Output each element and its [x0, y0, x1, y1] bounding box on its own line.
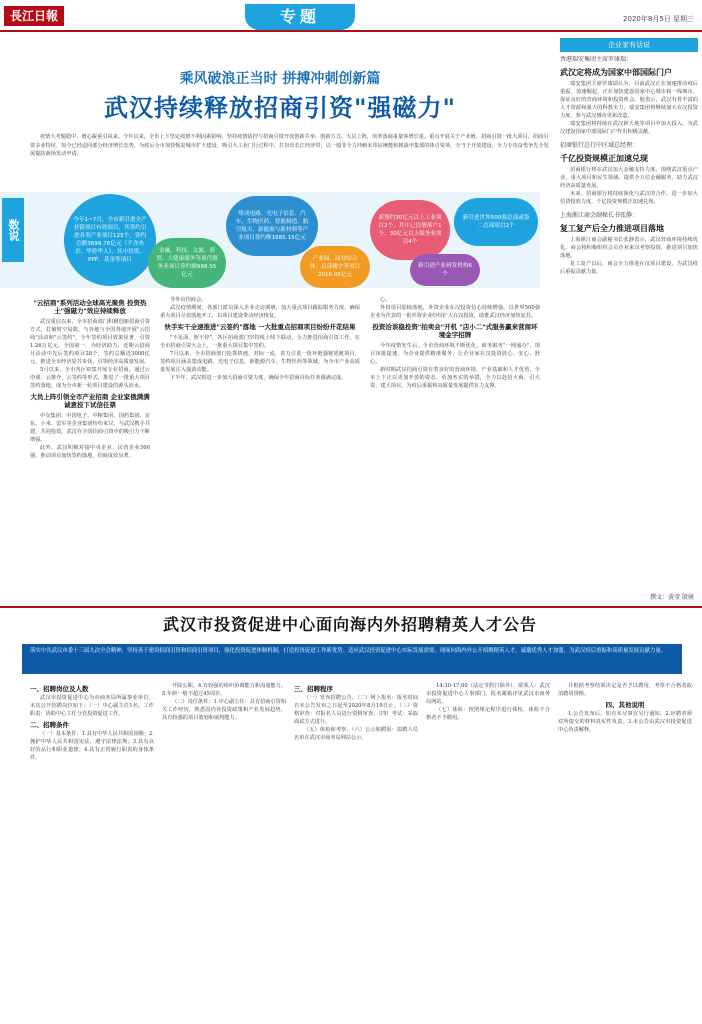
paragraph: 瑞安集团主席罗康瑞认为，目前武汉正在加速推动疫后重振，加速崛起，正在加快建设国家中心城市和一线城市，保证良好的营商环境和投资机会。他表示，武汉有着丰富的人才资源和强大的科教实力，瑞安集团将继续加大在汉投资力度，参与武汉城市更新改造。 [560, 81, 698, 119]
paragraph: 招商银行将在武汉加大金融支持力度，围绕武汉重点产业、重大项目和民生领域，提供全方位金融服务，助力武汉经济高质量发展。 [560, 167, 698, 189]
paragraph: （五）体检和考察。（六）公示和聘用：拟聘人员名单在武汉市商务局网站公示。 [294, 727, 418, 741]
paragraph: 今年疫情发生后，全市营商环境不断优化，政务服务"一网通办"、项目审批提速，为企业提供精准服务，让企业家在汉投资放心、安心、舒心。 [370, 343, 540, 365]
stat-bubble-major-projects: 新签约30亿元以上工业项目2个，其中已注册落户1个，30亿元以上服务业项目4个 [370, 200, 450, 260]
paragraph: 下半年，武汉将进一步加大招商引资力度，确保全年招商目标任务圆满完成。 [170, 375, 347, 381]
headline-kicker: 乘风破浪正当时 拼搏冲刺创新篇 [179, 71, 381, 87]
paragraph: 心。 [380, 297, 391, 303]
quote-title: 复工复产后全力推进项目落地 [560, 224, 664, 233]
article-column-3 [370, 296, 540, 602]
subheading: "云招商"系列活动全球高光聚焦 投资热土"强磁力"效应持续释放 [33, 299, 147, 315]
lead-paragraph: 疫情大考题稳中，增心凝重引凤来。今年以来，全市上下坚定疫情不利因素影响，坚持疫情防控与招商引资开放创新并举，创新方式、大员上阵，突率落商重量客增长重。重点开展关于产业链、招商引资一批大项目，招商引资多业特征，如今已经迫回部分经济增长态势，为疫后全市加快恢复城市扩大建设、吸引大工业门行过程中，打扮出长江经济带，以一般非全力冲刺未印证统能和挑战申集部的体引资项，全当于开放建设，全力专攻奋勇争先全发展提防新扬发动申请。 [30, 134, 549, 157]
paragraph: 开除公职。4.有较强的组织协调能力和沟通能力。5.年龄一般不超过45周岁。 [162, 683, 286, 697]
recruit-column-5 [558, 682, 692, 1018]
section-heading: 一、招聘岗位及人数 [30, 685, 89, 693]
stat-bubble-parks: 产业园、商业综合体、总部楼宇等项目2016.06亿元 [300, 246, 370, 288]
paragraph: （一）发布招聘公告。（二）网上报名：报名时间自本公告发布之日起至2020年8月19日止。（三）资格审查：对报名人员进行资格审查。（四）考试：采取面试方式进行。 [294, 695, 418, 725]
byline: 撰文：黄莹 殷骏 [650, 594, 694, 601]
paragraph: 武汉重启以来，全市招商部门积极创新招商引资方式，打破时空局限，与外地与全国各地开展"云招商"活动和"云签约"，全年签约项目效果显著，引资1.26万亿元，全国第一，为经济助力，近期云招商月活动中先后签约项目28个，签约总额近3000亿元，推进全市经济复苏步伐，引领经济高质量发展。 [30, 319, 150, 365]
paragraph: 武汉疫情期间，各部门派员深入企业走访调研，加大重点项目跟踪服务力度，确保重大项目尽快落地开工，以项目建设带动经济恢复。 [160, 305, 360, 319]
recruit-column-3 [294, 682, 418, 1018]
paragraph: （一）基本条件：1.具有中华人民共和国国籍；2.拥护中华人民共和国宪法，遵守法律法规；3.具有良好的品行和职业道德；4.具有正常履行职责的身体条件。 [30, 731, 154, 761]
paragraph: （七）体检：按照规定程序进行体检，体检不合格者不予聘用。 [426, 707, 550, 721]
stat-bubble-rnd: 新引进产业研发机构6个 [410, 254, 480, 286]
paragraph: 中交集团、中国电子、中粮集团、国药集团、京东、小米、雷军等企业集团纷纷来汉，与武汉携手共建，共同投资，武汉在全国招商引资中的吸引力不断增强。 [30, 413, 150, 443]
data-infographic [0, 192, 540, 288]
data-tag: 数说 [2, 198, 24, 262]
sidebar-header: 企业家有话说 [560, 38, 698, 52]
paragraph: 外资项目陆续落地，外资企业在汉投资信心持续增强。以世界500强企业为代表的一批外资企业纷纷扩大在汉投资，助推武汉经济加快复苏。 [370, 305, 540, 319]
subheading: 投资洽谈稳投资"拍卖会"开机 "店小二"式服务赢来营商环境金字招牌 [372, 323, 538, 339]
paragraph: 14:30-17:00（法定节假日除外）。联系人：武汉市投资促进中心人事部门。报名邮箱详见武汉市商务局网站。 [426, 683, 550, 705]
section-tab: 专题 [245, 4, 355, 30]
paragraph: 导外出招商会。 [170, 297, 207, 303]
speaker-label: 招商银行总行中区域总经理： [560, 142, 639, 149]
quote-title: 武汉定将成为国家中部国际门户 [560, 68, 672, 77]
paragraph: 瑞安集团将持续在武汉新天地等项目中加大投入，为武汉建设国家中部国际门户作出积极贡献。 [560, 121, 698, 135]
paragraph: 1.公告发布后，如有未尽事宜另行通知。2.应聘者须对所提交的材料真实性负责。3.本公告由武汉市投资促进中心负责解释。 [558, 711, 692, 733]
stat-bubble-total: 今年1~7月，全市新引进全产业链项目有效项目，其签约引进各类产业项目125个，签约总额3699.76亿元（不含央企、华侨华人），其中投资、PPP、基金等项目 [64, 194, 156, 286]
article-column-2 [160, 296, 360, 602]
paragraph: 上海浙江商会副秘书长张静表示，武汉营商环境持续优化，商会将积极组织会员企业来汉考察投资，推进项目加快落地。 [560, 237, 698, 259]
page-headline: 武汉持续释放招商引资"强磁力" [103, 94, 456, 122]
masthead [0, 0, 702, 32]
quote-title: 千亿投资规模正加速兑现 [560, 154, 648, 163]
subheading: 快手实干全速推进"云签约"落地 一大批重点招商项目纷纷开花结果 [164, 323, 356, 331]
paragraph: "不见面，照不停"，各区招商部门坚持线上线下联动，全力推进招商引资工作。在全市招商引资大会上，一批重大项目集中签约。 [160, 335, 360, 349]
section-heading: 四、其他说明 [605, 701, 645, 709]
speaker-label: 上海浙江商会副秘长书张静： [560, 212, 639, 219]
paragraph: 并根据考察结果决定是否予以聘用，考察不合格者取消聘用资格。 [558, 683, 692, 697]
sidebar-column [560, 56, 698, 590]
article-column-1 [30, 296, 150, 602]
paragraph: 此外，武汉积极对接中央企业、民营企业500强，推动项目加快签约落地，招商成效显著。 [30, 445, 150, 459]
section-heading: 三、招聘程序 [294, 685, 333, 693]
subheading: 大员上阵引领全市产业招商 企业家俄满满诚意投下试信任票 [30, 393, 150, 409]
section-heading: 二、招聘条件 [30, 721, 69, 729]
recruitment-intro: 落实中共武汉市委十三届九次全会精神，坚持善于建设招商引资和招商引资项目，强化投资促进体制机制，打造投资促进工作新优势。适应武汉投资促进中心实际发展需要，现面向海内外公开招聘精英人才，诚邀优秀人才加盟，为武汉疫后重振和高质量发展贡献力量。 [22, 644, 682, 674]
paragraph: 武汉市投资促进中心为市商务局所属事业单位，本次公开招聘岗位如下：（一）中心副主任1名。工作职责：协助中心主任分管投资促进工作。 [30, 695, 154, 717]
speaker-label: 香港瑞安集团主席罗康瑞： [560, 56, 633, 63]
newspaper-logo: 長江日報 [4, 6, 64, 26]
recruitment-title: 武汉市投资促进中心面向海内外招聘精英人才公告 [162, 615, 537, 634]
stat-bubble-services: 金融、科技、文旅、商贸、大健康服务等现代服务业项目签约额998.55亿元 [148, 238, 226, 288]
recruit-column-2 [162, 682, 286, 1018]
paragraph: 复工复产以后，商会全力推进在汉项目建设，为武汉疫后重振贡献力量。 [560, 261, 698, 275]
paragraph: 未来，招商银行将持续深化与武汉的合作，进一步加大信贷投放力度，千亿投资规模正加速兑现。 [560, 191, 698, 205]
paragraph: （二）岗位条件：1.中心副主任：具有招商引资相关工作经历，熟悉国内外投资政策和产业发展趋势，具有较强的项目策划和谈判能力。 [162, 699, 286, 721]
recruit-column-4 [426, 682, 550, 1018]
stat-bubble-industry: 集成电路、光电子信息、汽车、生物医药、智能制造、航空航天、新能源与新材料等产业项目签约额1685.15亿元 [226, 196, 318, 256]
recruit-column-1 [30, 682, 154, 1018]
issue-date: 2020年8月5日 星期三 [623, 15, 694, 23]
paragraph: 7月以来，全市招商部门抢抓机遇，对标一流，着力引进一批补链强链延链项目，签约项目涵盖集成电路、光电子信息、新能源汽车、生物医药等领域，为全市产业高质量发展注入强劲动能。 [160, 351, 360, 373]
section-divider [0, 606, 702, 608]
paragraph: 新时期武汉招商引资有着良好的营商环境、产业基础和人才优势，全市上下正以更加开放的姿态、更加务实的举措，全力以赴招大商、引大资、建大项目，为疫后重振和高质量发展提供有力支撑。 [370, 367, 540, 389]
paragraph: 5月以来，全市各区密集开展专业招商，通过云洽谈、云推介、云签约等形式，推进了一批重大项目签约落地，成为全市新一轮项目建设的源头活水。 [30, 367, 150, 389]
stat-bubble-top500: 新引进世界500强总部或第二总部项目2个 [454, 198, 538, 246]
